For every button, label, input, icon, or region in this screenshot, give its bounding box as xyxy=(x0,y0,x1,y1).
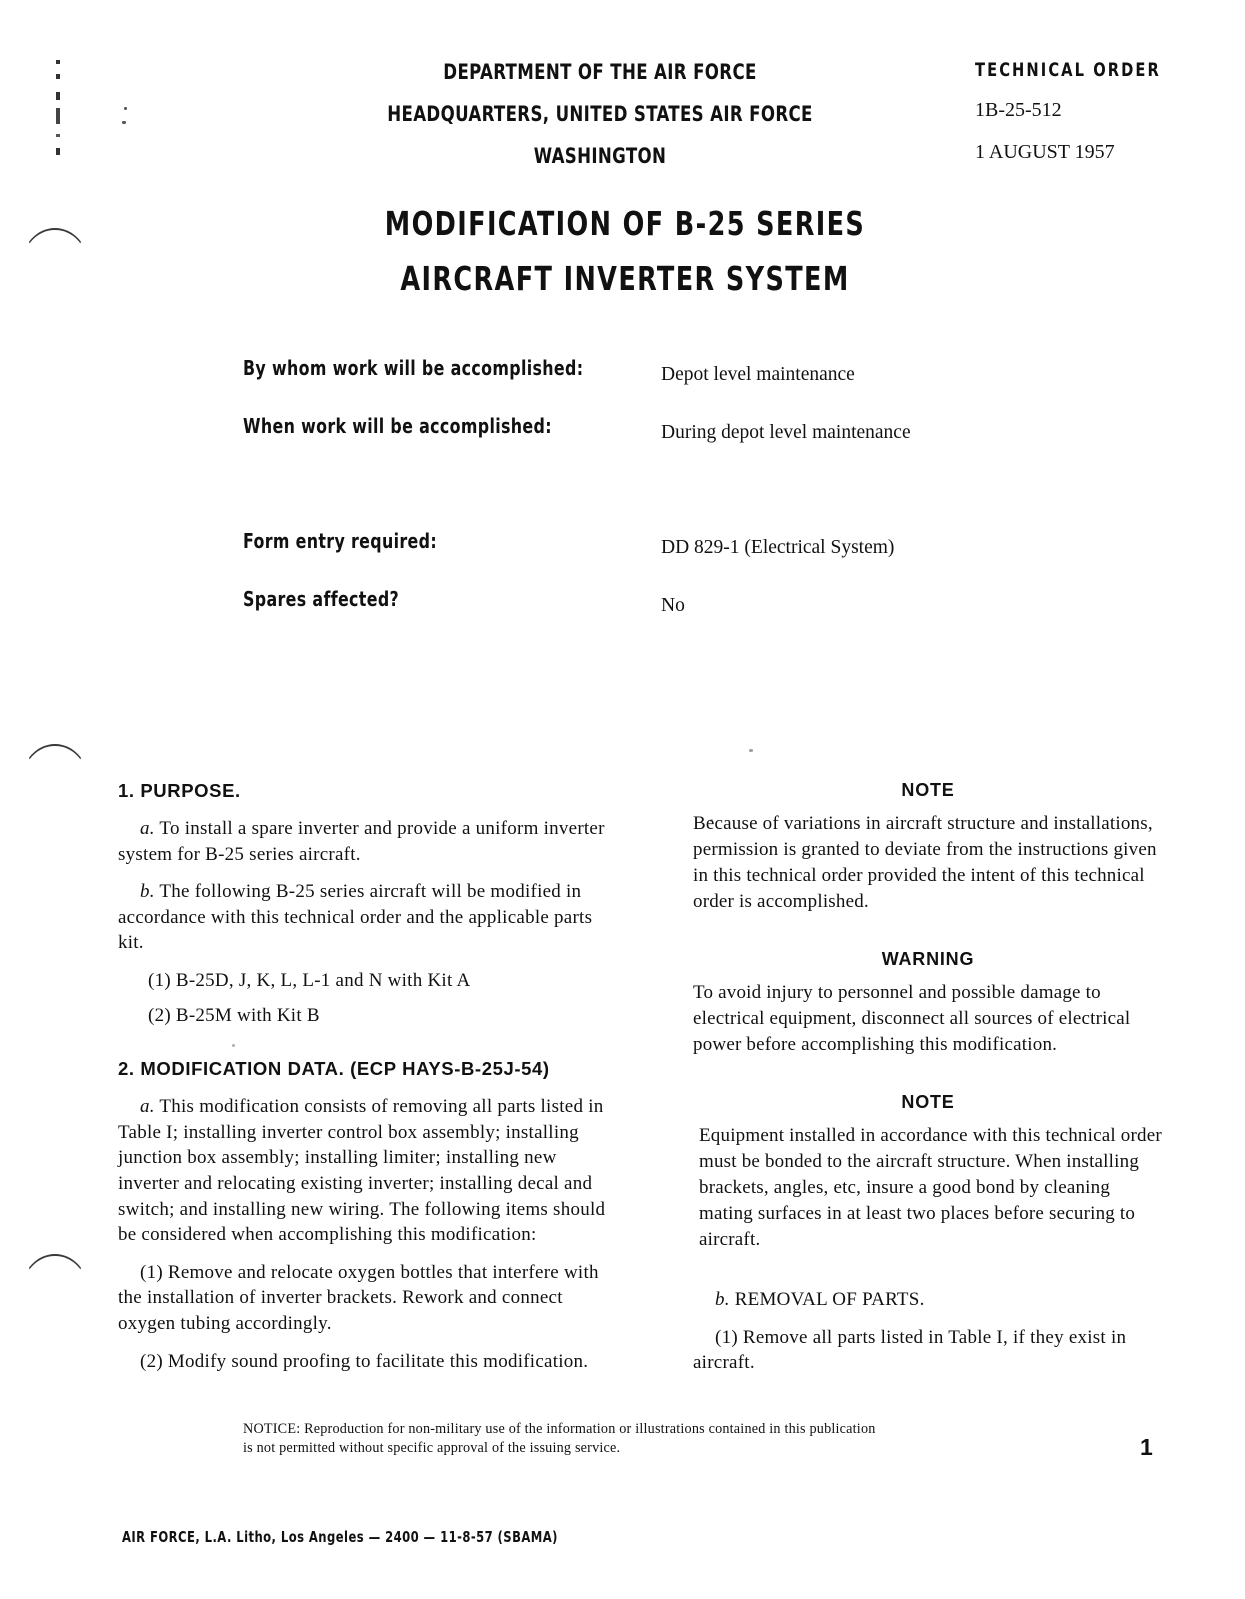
printer-imprint: AIR FORCE, L.A. Litho, Los Angeles — 2400 — 11-8-57 (SBAMA) xyxy=(122,1528,558,1546)
document-title xyxy=(210,196,1040,306)
paragraph-text-1b: The following B-25 series aircraft will be modified in accordance with this technical order and the applicable parts kit. xyxy=(118,881,593,954)
paragraph-label-1b: b. xyxy=(140,881,155,903)
scan-artifact-dotted-line xyxy=(56,60,60,158)
metadata-answer: No xyxy=(661,595,685,616)
note-title: NOTE xyxy=(901,1092,955,1112)
section-heading-modification-data: 2. MODIFICATION DATA. (ECP HAYS-B-25J-54) xyxy=(118,1058,550,1080)
metadata-answer: During depot level maintenance xyxy=(661,422,911,443)
technical-order-label: TECHNICAL ORDER xyxy=(975,59,1161,81)
section-heading-purpose: 1. PURPOSE. xyxy=(118,780,241,801)
metadata-answer: Depot level maintenance xyxy=(661,364,855,385)
paragraph-text-2a: This modification consists of removing all parts listed in Table I; installing inverter control box assembly; installing junction box assembly; installing limiter; installing new inverter and relocating existing inverter; installing decal and switch; and installing new wiring. The following items should be considered when accomplishing this modification: xyxy=(118,1096,606,1246)
agency-line-washington: WASHINGTON xyxy=(533,144,667,169)
metadata-row-form-entry xyxy=(243,529,1003,587)
metadata-question: When work will be accomplished: xyxy=(243,414,552,438)
metadata-question: Form entry required: xyxy=(243,529,438,553)
scan-artifact-arc xyxy=(22,228,88,264)
title-line-1: MODIFICATION OF B-25 SERIES xyxy=(384,204,866,243)
metadata-answer: DD 829-1 (Electrical System) xyxy=(661,537,895,558)
technical-order-number: 1B-25-512 xyxy=(975,99,1062,121)
paragraph-label-2b: b. xyxy=(715,1289,730,1310)
scan-artifact-arc xyxy=(22,744,88,780)
note-title: NOTE xyxy=(901,780,955,800)
technical-order-block xyxy=(975,55,1235,173)
note-block-1 xyxy=(693,780,1163,915)
note-body: Because of variations in aircraft structure and installations, permission is granted to deviate from the instructions given in this technical order provided the intent of this technical order is accomplished. xyxy=(693,813,1157,912)
title-line-2: AIRCRAFT INVERTER SYSTEM xyxy=(400,259,850,298)
issuing-agency-block xyxy=(330,52,870,178)
body-column-left xyxy=(118,780,618,1386)
notice-line-1: NOTICE: Reproduction for non-military use of the information or illustrations contained in this publication xyxy=(243,1421,876,1437)
agency-line-department: DEPARTMENT OF THE AIR FORCE xyxy=(443,60,757,85)
note-block-2 xyxy=(693,1092,1163,1253)
list-item-2b1: (1) Remove all parts listed in Table I, if they exist in aircraft. xyxy=(693,1326,1127,1374)
metadata-row-by-whom xyxy=(243,356,1003,414)
paragraph-label-1a: a. xyxy=(140,818,155,839)
notice-line-2: is not permitted without specific approval of the issuing service. xyxy=(243,1440,621,1456)
list-item-1b1: (1) B-25D, J, K, L, L-1 and N with Kit A xyxy=(148,969,471,991)
note-body: Equipment installed in accordance with this technical order must be bonded to the aircraft structure. When installing brackets, angles, etc, insure a good bond by cleaning mating surfaces in at least two places before securing to aircraft. xyxy=(699,1125,1162,1250)
list-item-2a2: (2) Modify sound proofing to facilitate this modification. xyxy=(140,1350,589,1372)
paragraph-label-2a: a. xyxy=(140,1096,155,1118)
metadata-block xyxy=(243,356,1003,645)
technical-order-date: 1 AUGUST 1957 xyxy=(975,141,1115,163)
warning-title: WARNING xyxy=(881,949,975,969)
body-column-right xyxy=(693,780,1163,1388)
scan-artifact-speck xyxy=(122,121,126,124)
paragraph-text-2b: REMOVAL OF PARTS. xyxy=(734,1289,925,1310)
paragraph-1b xyxy=(118,879,618,956)
paragraph-2a xyxy=(118,1094,618,1248)
warning-body: To avoid injury to personnel and possible damage to electrical equipment, disconnect all sources of electrical power before accomplishing this modification. xyxy=(693,982,1131,1055)
scan-artifact-arc xyxy=(22,1254,88,1290)
list-item-2a1: (1) Remove and relocate oxygen bottles that interfere with the installation of inverter brackets. Rework and connect oxygen tubing accordingly. xyxy=(118,1261,599,1334)
paragraph-2b xyxy=(693,1287,1163,1313)
metadata-row-spares xyxy=(243,587,1003,645)
warning-block xyxy=(693,949,1163,1058)
reproduction-notice xyxy=(243,1420,1043,1458)
metadata-question: By whom work will be accomplished: xyxy=(243,356,584,380)
scan-artifact-speck xyxy=(124,107,127,110)
paragraph-1a xyxy=(118,816,618,867)
metadata-question: Spares affected? xyxy=(243,587,400,611)
list-item-1b2: (2) B-25M with Kit B xyxy=(148,1004,320,1026)
metadata-row-when xyxy=(243,414,1003,529)
paragraph-text-1a: To install a spare inverter and provide a uniform inverter system for B-25 series aircraft. xyxy=(118,818,605,865)
agency-line-headquarters: HEADQUARTERS, UNITED STATES AIR FORCE xyxy=(387,102,813,127)
scan-artifact-speck xyxy=(749,749,753,752)
page-number: 1 xyxy=(1140,1434,1153,1460)
